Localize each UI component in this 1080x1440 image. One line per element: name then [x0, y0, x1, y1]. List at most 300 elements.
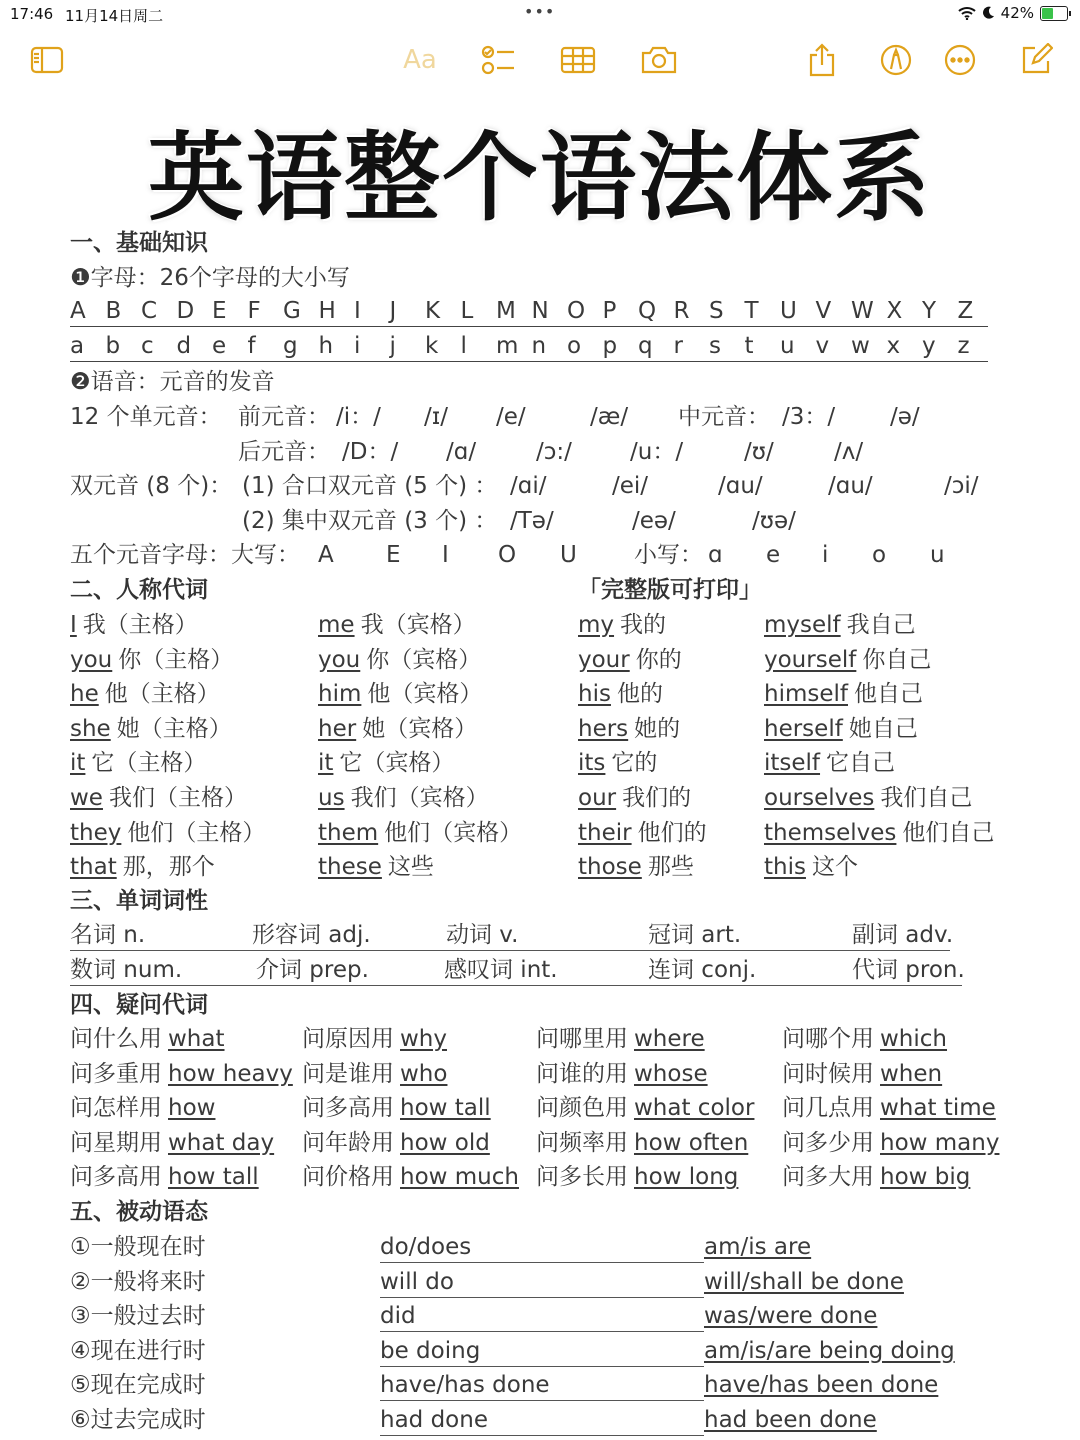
pronoun-meaning: 那，那个: [122, 854, 215, 881]
pronoun-meaning: 它的: [611, 750, 658, 777]
question-label: 问时候用: [782, 1060, 874, 1087]
lowercase-letter: q: [638, 333, 653, 359]
back-vowel: /ʊ/: [744, 439, 774, 465]
ellipsis-circle-icon: [943, 43, 977, 77]
lowercase-letter: t: [744, 333, 754, 359]
pronoun-meaning: 你（宾格）: [366, 646, 482, 673]
question-cell: [302, 1024, 447, 1054]
share-button[interactable]: [804, 40, 840, 80]
question-word: how tall: [168, 1164, 259, 1191]
new-note-button[interactable]: [1016, 40, 1056, 80]
part-of-speech: 介词 prep.: [256, 957, 369, 983]
question-word: when: [880, 1060, 943, 1087]
tense-name: ④现在进行时: [70, 1337, 206, 1364]
front-vowel: /æ/: [590, 404, 629, 430]
pronoun-cell: [578, 852, 694, 882]
pronoun-meaning: 我的: [620, 612, 667, 638]
note-title: 英语整个语法体系: [148, 122, 932, 234]
question-word: how tall: [400, 1095, 491, 1122]
question-label: 问哪里用: [536, 1026, 628, 1052]
pronoun-meaning: 这个: [811, 854, 858, 881]
section-heading-pronouns: 二、人称代词: [70, 577, 208, 603]
question-word: whose: [634, 1060, 708, 1087]
question-word: how long: [634, 1164, 739, 1191]
uppercase-letter: A: [70, 298, 86, 324]
back-vowel-label: 后元音：: [238, 439, 330, 465]
uppercase-letter: I: [354, 298, 361, 324]
lowercase-letter: h: [318, 333, 334, 359]
pronoun-cell: [318, 818, 522, 848]
pronoun-cell: [70, 818, 265, 848]
tense-name: ⑤现在完成时: [70, 1372, 206, 1399]
monophthong-label: 12 个单元音：: [70, 404, 222, 430]
tense-name: ③一般过去时: [70, 1303, 206, 1330]
passive-form: have/has been done: [704, 1372, 939, 1399]
part-of-speech: 感叹词 int.: [444, 957, 558, 983]
question-cell: [536, 1162, 738, 1192]
question-label: 问年龄用: [302, 1129, 394, 1156]
lowercase-letter: o: [567, 333, 582, 359]
letters-label: ❶字母：26个字母的大小写: [70, 265, 350, 291]
possessive-pronoun: my: [578, 612, 615, 638]
pronoun-cell: [318, 748, 454, 778]
uppercase-letter: Q: [638, 298, 657, 324]
sidebar-button[interactable]: [28, 40, 66, 80]
central-vowel: /ə/: [890, 404, 920, 430]
sidebar-icon: [30, 46, 64, 74]
camera-button[interactable]: [638, 40, 680, 80]
pronoun-cell: [70, 852, 215, 882]
part-of-speech: 名词 n.: [70, 922, 146, 948]
subject-pronoun: they: [70, 819, 122, 846]
subject-pronoun: we: [70, 785, 103, 811]
markup-button[interactable]: [876, 40, 916, 80]
section-heading-parts-of-speech: 三、单词词性: [70, 888, 208, 914]
question-cell: [536, 1024, 705, 1054]
pronoun-meaning: 你的: [635, 646, 682, 673]
question-word: who: [400, 1060, 448, 1087]
reflexive-pronoun: himself: [764, 681, 848, 708]
pronoun-meaning: 我们（宾格）: [350, 785, 489, 811]
question-label: 问多重用: [70, 1060, 162, 1087]
status-bar: [0, 0, 1080, 30]
vowel-lower: i: [822, 542, 829, 568]
question-label: 问多高用: [70, 1164, 162, 1191]
pronoun-cell: [70, 610, 198, 640]
multitask-dots[interactable]: •••: [524, 2, 556, 21]
lowercase-letter: k: [425, 333, 439, 359]
part-of-speech: 形容词 adj.: [252, 922, 371, 948]
question-word: what: [168, 1026, 225, 1052]
uppercase-letter: E: [212, 298, 227, 324]
moon-icon: [982, 6, 995, 20]
question-label: 问价格用: [302, 1164, 394, 1191]
pronoun-cell: [578, 714, 680, 744]
passive-form: had been done: [704, 1407, 877, 1433]
closing-diphthong: /ɑu/: [828, 473, 873, 499]
share-icon: [807, 43, 837, 77]
pronoun-cell: [764, 783, 972, 813]
reflexive-pronoun: itself: [764, 750, 821, 777]
lowercase-letter: a: [70, 333, 85, 359]
front-vowel: /e/: [496, 404, 526, 430]
reflexive-pronoun: ourselves: [764, 785, 875, 811]
pronoun-meaning: 你自己: [862, 646, 932, 673]
printable-note: 「完整版可打印」: [578, 577, 762, 603]
status-time: 17:46: [10, 5, 54, 23]
lowercase-letter: u: [780, 333, 795, 359]
question-word: why: [400, 1026, 447, 1052]
pronoun-cell: [764, 748, 895, 778]
question-cell: [782, 1093, 996, 1123]
more-button[interactable]: [940, 40, 980, 80]
section-heading-question-words: 四、疑问代词: [70, 992, 208, 1018]
camera-icon: [640, 45, 678, 75]
uppercase-letter: C: [141, 298, 158, 324]
possessive-pronoun: your: [578, 646, 630, 673]
passive-form: am/is are: [704, 1234, 812, 1260]
object-pronoun: him: [318, 681, 362, 708]
uppercase-letter: U: [780, 298, 797, 324]
pronoun-meaning: 我（主格）: [82, 612, 198, 638]
pronoun-cell: [318, 783, 489, 813]
pronoun-meaning: 它（宾格）: [339, 750, 455, 777]
lowercase-letter: y: [922, 333, 936, 359]
question-label: 问多长用: [536, 1164, 628, 1191]
question-label: 问哪个用: [782, 1026, 874, 1052]
section-heading-passive-voice: 五、被动语态: [70, 1199, 208, 1225]
closing-diphthong-label: (1) 合口双元音 (5 个) ：: [242, 473, 498, 499]
back-vowel: /u：/: [630, 439, 684, 465]
pronoun-cell: [764, 645, 931, 675]
question-label: 问是谁用: [302, 1060, 394, 1087]
back-vowel: /ʌ/: [834, 439, 864, 465]
uppercase-letter: N: [531, 298, 549, 324]
question-cell: [782, 1024, 947, 1054]
pronoun-meaning: 那些: [647, 854, 694, 881]
checklist-icon: [480, 44, 516, 76]
question-label: 问怎样用: [70, 1095, 162, 1122]
question-label: 问颜色用: [536, 1095, 628, 1122]
question-cell: [536, 1059, 708, 1089]
pronoun-cell: [318, 610, 476, 640]
question-cell: [536, 1128, 748, 1158]
reflexive-pronoun: myself: [764, 612, 841, 638]
pronoun-meaning: 他们（宾格）: [384, 819, 523, 846]
pronoun-cell: [318, 645, 481, 675]
subject-pronoun: I: [70, 612, 77, 638]
uppercase-letter: W: [851, 298, 874, 324]
central-vowel-label: 中元音：: [678, 404, 770, 430]
closing-diphthong: /ɑu/: [718, 473, 763, 499]
centering-diphthong: /Tə/: [510, 508, 554, 534]
possessive-pronoun: those: [578, 854, 642, 881]
question-label: 问频率用: [536, 1129, 628, 1156]
possessive-pronoun: hers: [578, 715, 629, 742]
question-cell: [70, 1024, 225, 1054]
lowercase-letter: b: [105, 333, 121, 359]
pronoun-cell: [578, 610, 666, 640]
possessive-pronoun: our: [578, 785, 617, 811]
sounds-label: ❷语音：元音的发音: [70, 369, 275, 395]
uppercase-letter: M: [496, 298, 516, 324]
pronoun-cell: [578, 818, 707, 848]
lowercase-letter: f: [247, 333, 256, 359]
pronoun-cell: [578, 748, 657, 778]
question-cell: [782, 1059, 942, 1089]
pronoun-meaning: 这些: [387, 854, 434, 881]
active-form: have/has done: [380, 1370, 704, 1401]
pronoun-meaning: 她自己: [848, 715, 918, 742]
back-vowel: /ɑ/: [446, 439, 477, 465]
closing-diphthong: /ɔi/: [944, 473, 979, 499]
part-of-speech: 副词 adv.: [852, 922, 954, 948]
uppercase-letter: V: [815, 298, 832, 324]
pronoun-cell: [764, 679, 923, 709]
subject-pronoun: that: [70, 854, 117, 881]
pronoun-meaning: 它（主格）: [91, 750, 207, 777]
centering-diphthong-label: (2) 集中双元音 (3 个) ：: [242, 508, 498, 534]
pronoun-meaning: 他们的: [637, 819, 707, 846]
vowel-lower: u: [930, 542, 945, 568]
pronoun-cell: [70, 748, 206, 778]
pronoun-meaning: 他自己: [854, 681, 923, 708]
pronoun-meaning: 你（主格）: [118, 646, 234, 673]
question-word: how much: [400, 1164, 519, 1191]
question-label: 问原因用: [302, 1026, 394, 1052]
possessive-pronoun: its: [578, 750, 606, 777]
pronoun-meaning: 她的: [634, 715, 681, 742]
vowel-lower: ɑ: [708, 542, 723, 568]
diphthong-label: 双元音 (8 个)：: [70, 473, 233, 499]
status-date: 11月14日周二: [65, 7, 164, 25]
table-icon: [560, 46, 596, 74]
pronoun-cell: [70, 645, 233, 675]
pronoun-meaning: 我们自己: [880, 785, 973, 811]
question-label: 问多大用: [782, 1164, 874, 1191]
possessive-pronoun: his: [578, 681, 611, 708]
question-word: how many: [880, 1129, 1000, 1156]
pronoun-meaning: 她（宾格）: [362, 715, 478, 742]
lowercase-letter: n: [531, 333, 547, 359]
centering-diphthong: /ʊə/: [752, 508, 796, 534]
pronoun-meaning: 我（宾格）: [360, 612, 476, 638]
lowercase-letter: s: [709, 333, 721, 359]
question-word: how: [168, 1095, 216, 1122]
lowercase-letter: z: [957, 333, 970, 359]
vowel-lower: e: [766, 542, 781, 568]
tense-name: ②一般将来时: [70, 1268, 206, 1295]
object-pronoun: it: [318, 750, 334, 777]
uppercase-letter: K: [425, 298, 441, 324]
reflexive-pronoun: herself: [764, 715, 843, 742]
active-form: be doing: [380, 1336, 704, 1367]
tense-name: ①一般现在时: [70, 1234, 206, 1260]
object-pronoun: these: [318, 854, 382, 881]
pronoun-cell: [578, 783, 691, 813]
lowercase-letter: e: [212, 333, 227, 359]
active-form: will do: [380, 1267, 704, 1298]
pronoun-cell: [70, 679, 220, 709]
question-word: what day: [168, 1129, 275, 1156]
passive-form: am/is/are being doing: [704, 1337, 955, 1364]
battery-icon: [1040, 6, 1068, 21]
pronoun-cell: [318, 679, 482, 709]
pronoun-meaning: 他（主格）: [104, 681, 220, 708]
question-label: 问多高用: [302, 1095, 394, 1122]
vowel-upper: E: [386, 542, 401, 568]
pronoun-cell: [764, 714, 918, 744]
uppercase-letter: F: [247, 298, 261, 324]
lowercase-letter: c: [141, 333, 154, 359]
uppercase-letter: J: [389, 298, 397, 324]
part-of-speech: 冠词 art.: [648, 922, 742, 948]
pronoun-cell: [578, 645, 682, 675]
question-cell: [302, 1059, 447, 1089]
reflexive-pronoun: themselves: [764, 819, 897, 846]
uppercase-letter: S: [709, 298, 724, 324]
uppercase-letter: Z: [957, 298, 974, 324]
pronoun-meaning: 他们（主格）: [127, 819, 266, 846]
object-pronoun: them: [318, 819, 379, 846]
central-vowel: /3：/: [782, 404, 836, 430]
compose-icon: [1019, 43, 1053, 77]
question-cell: [302, 1128, 490, 1158]
tense-name: ⑥过去完成时: [70, 1407, 206, 1433]
active-form: do/does: [380, 1232, 704, 1263]
back-vowel: /D：/: [342, 439, 399, 465]
reflexive-pronoun: this: [764, 854, 806, 881]
pronoun-meaning: 我自己: [846, 612, 916, 638]
lowercase-letter: x: [886, 333, 901, 359]
question-word: how heavy: [168, 1060, 293, 1087]
lowercase-letter: r: [673, 333, 683, 359]
passive-form: was/were done: [704, 1303, 878, 1330]
vowel-lower-label: 小写：: [634, 542, 703, 568]
closing-diphthong: /ei/: [612, 473, 649, 499]
subject-pronoun: you: [70, 646, 113, 673]
vowel-lower: o: [872, 542, 887, 568]
pronoun-meaning: 我们（主格）: [108, 785, 247, 811]
question-word: how old: [400, 1129, 490, 1156]
question-word: where: [634, 1026, 705, 1052]
front-vowel-label: 前元音：: [238, 404, 330, 430]
subject-pronoun: it: [70, 750, 86, 777]
notes-toolbar: [0, 40, 1080, 84]
status-right: [958, 4, 1068, 22]
vowel-upper: I: [442, 542, 449, 568]
uppercase-letter: B: [105, 298, 122, 324]
pronoun-meaning: 她（主格）: [116, 715, 232, 742]
uppercase-letter: D: [176, 298, 195, 324]
question-label: 问多少用: [782, 1129, 874, 1156]
pronoun-cell: [764, 610, 916, 640]
question-cell: [302, 1093, 491, 1123]
active-form: did: [380, 1301, 704, 1332]
subject-pronoun: she: [70, 715, 111, 742]
pronoun-cell: [764, 852, 858, 882]
vowel-upper: O: [498, 542, 517, 568]
question-word: which: [880, 1026, 948, 1052]
battery-percent: 42%: [1000, 4, 1034, 22]
object-pronoun: you: [318, 646, 361, 673]
uppercase-letter: T: [744, 298, 759, 324]
lowercase-letter: v: [815, 333, 830, 359]
question-cell: [782, 1162, 970, 1192]
vowel-upper: A: [318, 542, 334, 568]
uppercase-letter: X: [886, 298, 903, 324]
uppercase-letter: H: [318, 298, 336, 324]
question-word: what time: [880, 1095, 996, 1122]
pronoun-meaning: 它自己: [826, 750, 896, 777]
lowercase-letter: d: [176, 333, 192, 359]
lowercase-letter: g: [283, 333, 298, 359]
front-vowel: /i：/: [336, 404, 381, 430]
passive-form: will/shall be done: [704, 1268, 904, 1295]
uppercase-letters: [70, 298, 988, 327]
pronoun-meaning: 他的: [616, 681, 663, 708]
front-vowel: /ɪ/: [424, 404, 449, 430]
part-of-speech: 连词 conj.: [648, 957, 757, 983]
pronoun-cell: [318, 714, 477, 744]
pronoun-meaning: 我们的: [622, 785, 692, 811]
checklist-button[interactable]: [478, 40, 518, 80]
pronoun-meaning: 他们自己: [902, 819, 995, 846]
table-button[interactable]: [558, 40, 598, 80]
uppercase-letter: R: [673, 298, 690, 324]
uppercase-letter: Y: [922, 298, 937, 324]
pen-circle-icon: [879, 43, 913, 77]
uppercase-letter: P: [602, 298, 617, 324]
lowercase-letter: j: [389, 333, 396, 359]
object-pronoun: her: [318, 715, 357, 742]
question-cell: [536, 1093, 754, 1123]
lowercase-letter: i: [354, 333, 361, 359]
part-of-speech: 代词 pron.: [852, 957, 965, 983]
pronoun-cell: [578, 679, 663, 709]
lowercase-letter: p: [602, 333, 618, 359]
pronoun-meaning: 他（宾格）: [367, 681, 483, 708]
uppercase-letter: L: [460, 298, 474, 324]
vowel-letters-label: 五个元音字母：大写：: [70, 542, 300, 568]
pronoun-cell: [318, 852, 434, 882]
active-form: had done: [380, 1405, 704, 1436]
question-label: 问什么用: [70, 1026, 162, 1052]
part-of-speech: 动词 v.: [446, 922, 519, 948]
object-pronoun: us: [318, 785, 345, 811]
pronoun-cell: [70, 783, 247, 813]
uppercase-letter: O: [567, 298, 586, 324]
section-heading-basics: 一、基础知识: [70, 230, 208, 256]
vowel-upper: U: [560, 542, 577, 568]
question-word: what color: [634, 1095, 755, 1122]
uppercase-letter: G: [283, 298, 301, 324]
closing-diphthong: /ɑi/: [510, 473, 547, 499]
question-cell: [70, 1128, 274, 1158]
question-cell: [302, 1162, 519, 1192]
question-label: 问谁的用: [536, 1060, 628, 1087]
lowercase-letter: m: [496, 333, 519, 359]
format-button[interactable]: Aa: [403, 45, 437, 75]
pronoun-cell: [70, 714, 232, 744]
lowercase-letter: w: [851, 333, 870, 359]
question-word: how big: [880, 1164, 971, 1191]
pronoun-cell: [764, 818, 994, 848]
lowercase-letters: [70, 333, 988, 362]
object-pronoun: me: [318, 612, 355, 638]
subject-pronoun: he: [70, 681, 99, 708]
question-label: 问星期用: [70, 1129, 162, 1156]
